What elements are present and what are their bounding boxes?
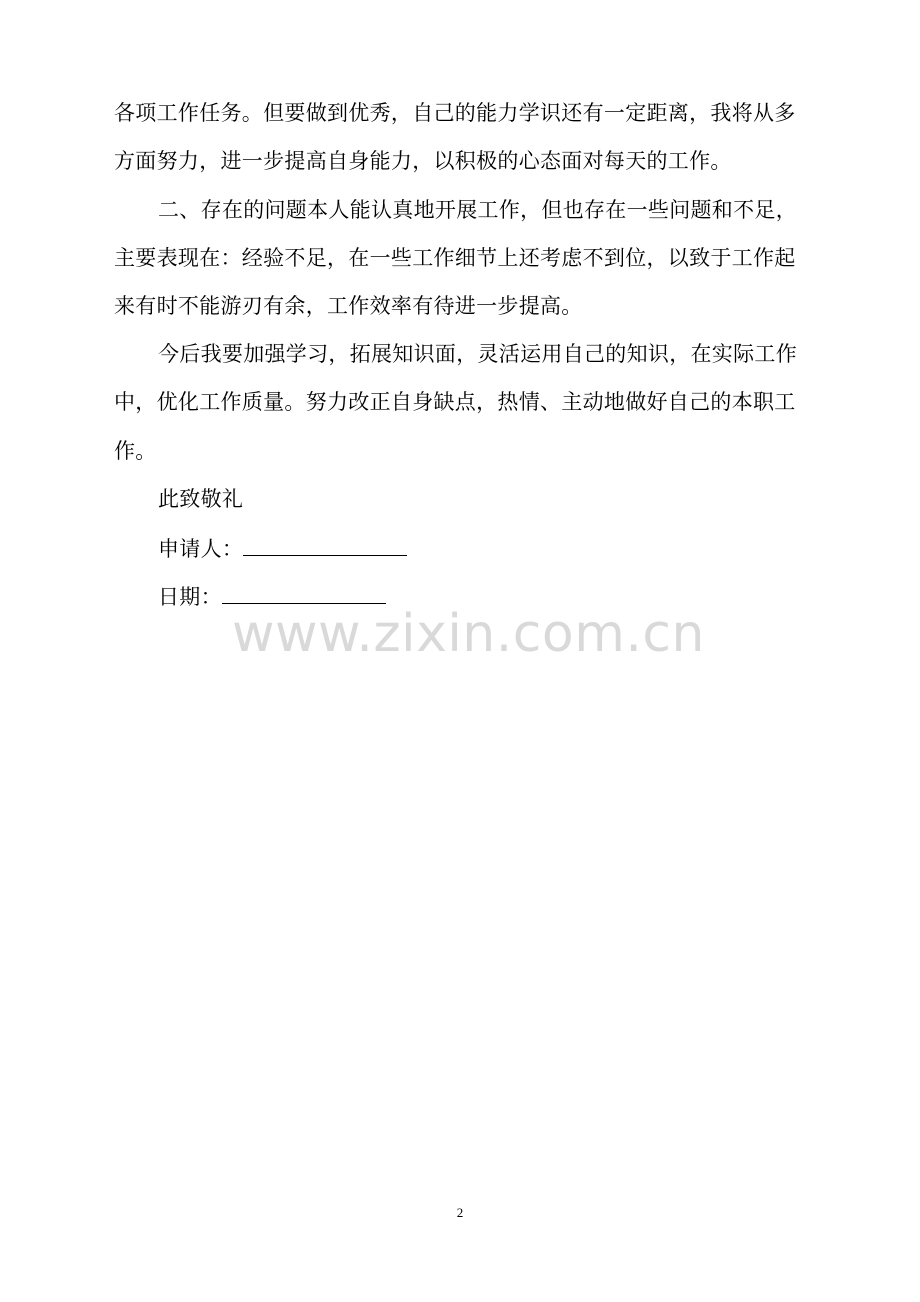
paragraph-1-line-1: 各项工作任务。但要做到优秀，自己的能力学识还有一定距离，我将从多 bbox=[114, 101, 796, 125]
closing-salutation: 此致敬礼 bbox=[158, 487, 244, 511]
watermark: www.zixin.com.cn bbox=[232, 604, 705, 664]
paragraph-2-line-1: 二、存在的问题本人能认真地开展工作，但也存在一些问题和不足， bbox=[158, 198, 797, 222]
paragraph-3-line-3: 作。 bbox=[114, 439, 157, 463]
applicant-signature-blank bbox=[243, 535, 407, 556]
date-blank bbox=[222, 583, 386, 604]
date-label: 日期： bbox=[158, 585, 222, 609]
applicant-label: 申请人： bbox=[158, 537, 244, 561]
paragraph-1-line-2: 方面努力，进一步提高自身能力，以积极的心态面对每天的工作。 bbox=[114, 149, 732, 173]
applicant-row bbox=[158, 535, 858, 561]
paragraph-3-line-2: 中，优化工作质量。努力改正自身缺点，热情、主动地做好自己的本职工 bbox=[114, 390, 796, 414]
paragraph-2-line-3: 来有时不能游刃有余，工作效率有待进一步提高。 bbox=[114, 294, 583, 318]
paragraph-3-line-1: 今后我要加强学习，拓展知识面，灵活运用自己的知识，在实际工作 bbox=[158, 342, 797, 366]
page-number: 2 bbox=[456, 1205, 464, 1220]
paragraph-2-line-2: 主要表现在：经验不足，在一些工作细节上还考虑不到位，以致于工作起 bbox=[114, 246, 796, 270]
